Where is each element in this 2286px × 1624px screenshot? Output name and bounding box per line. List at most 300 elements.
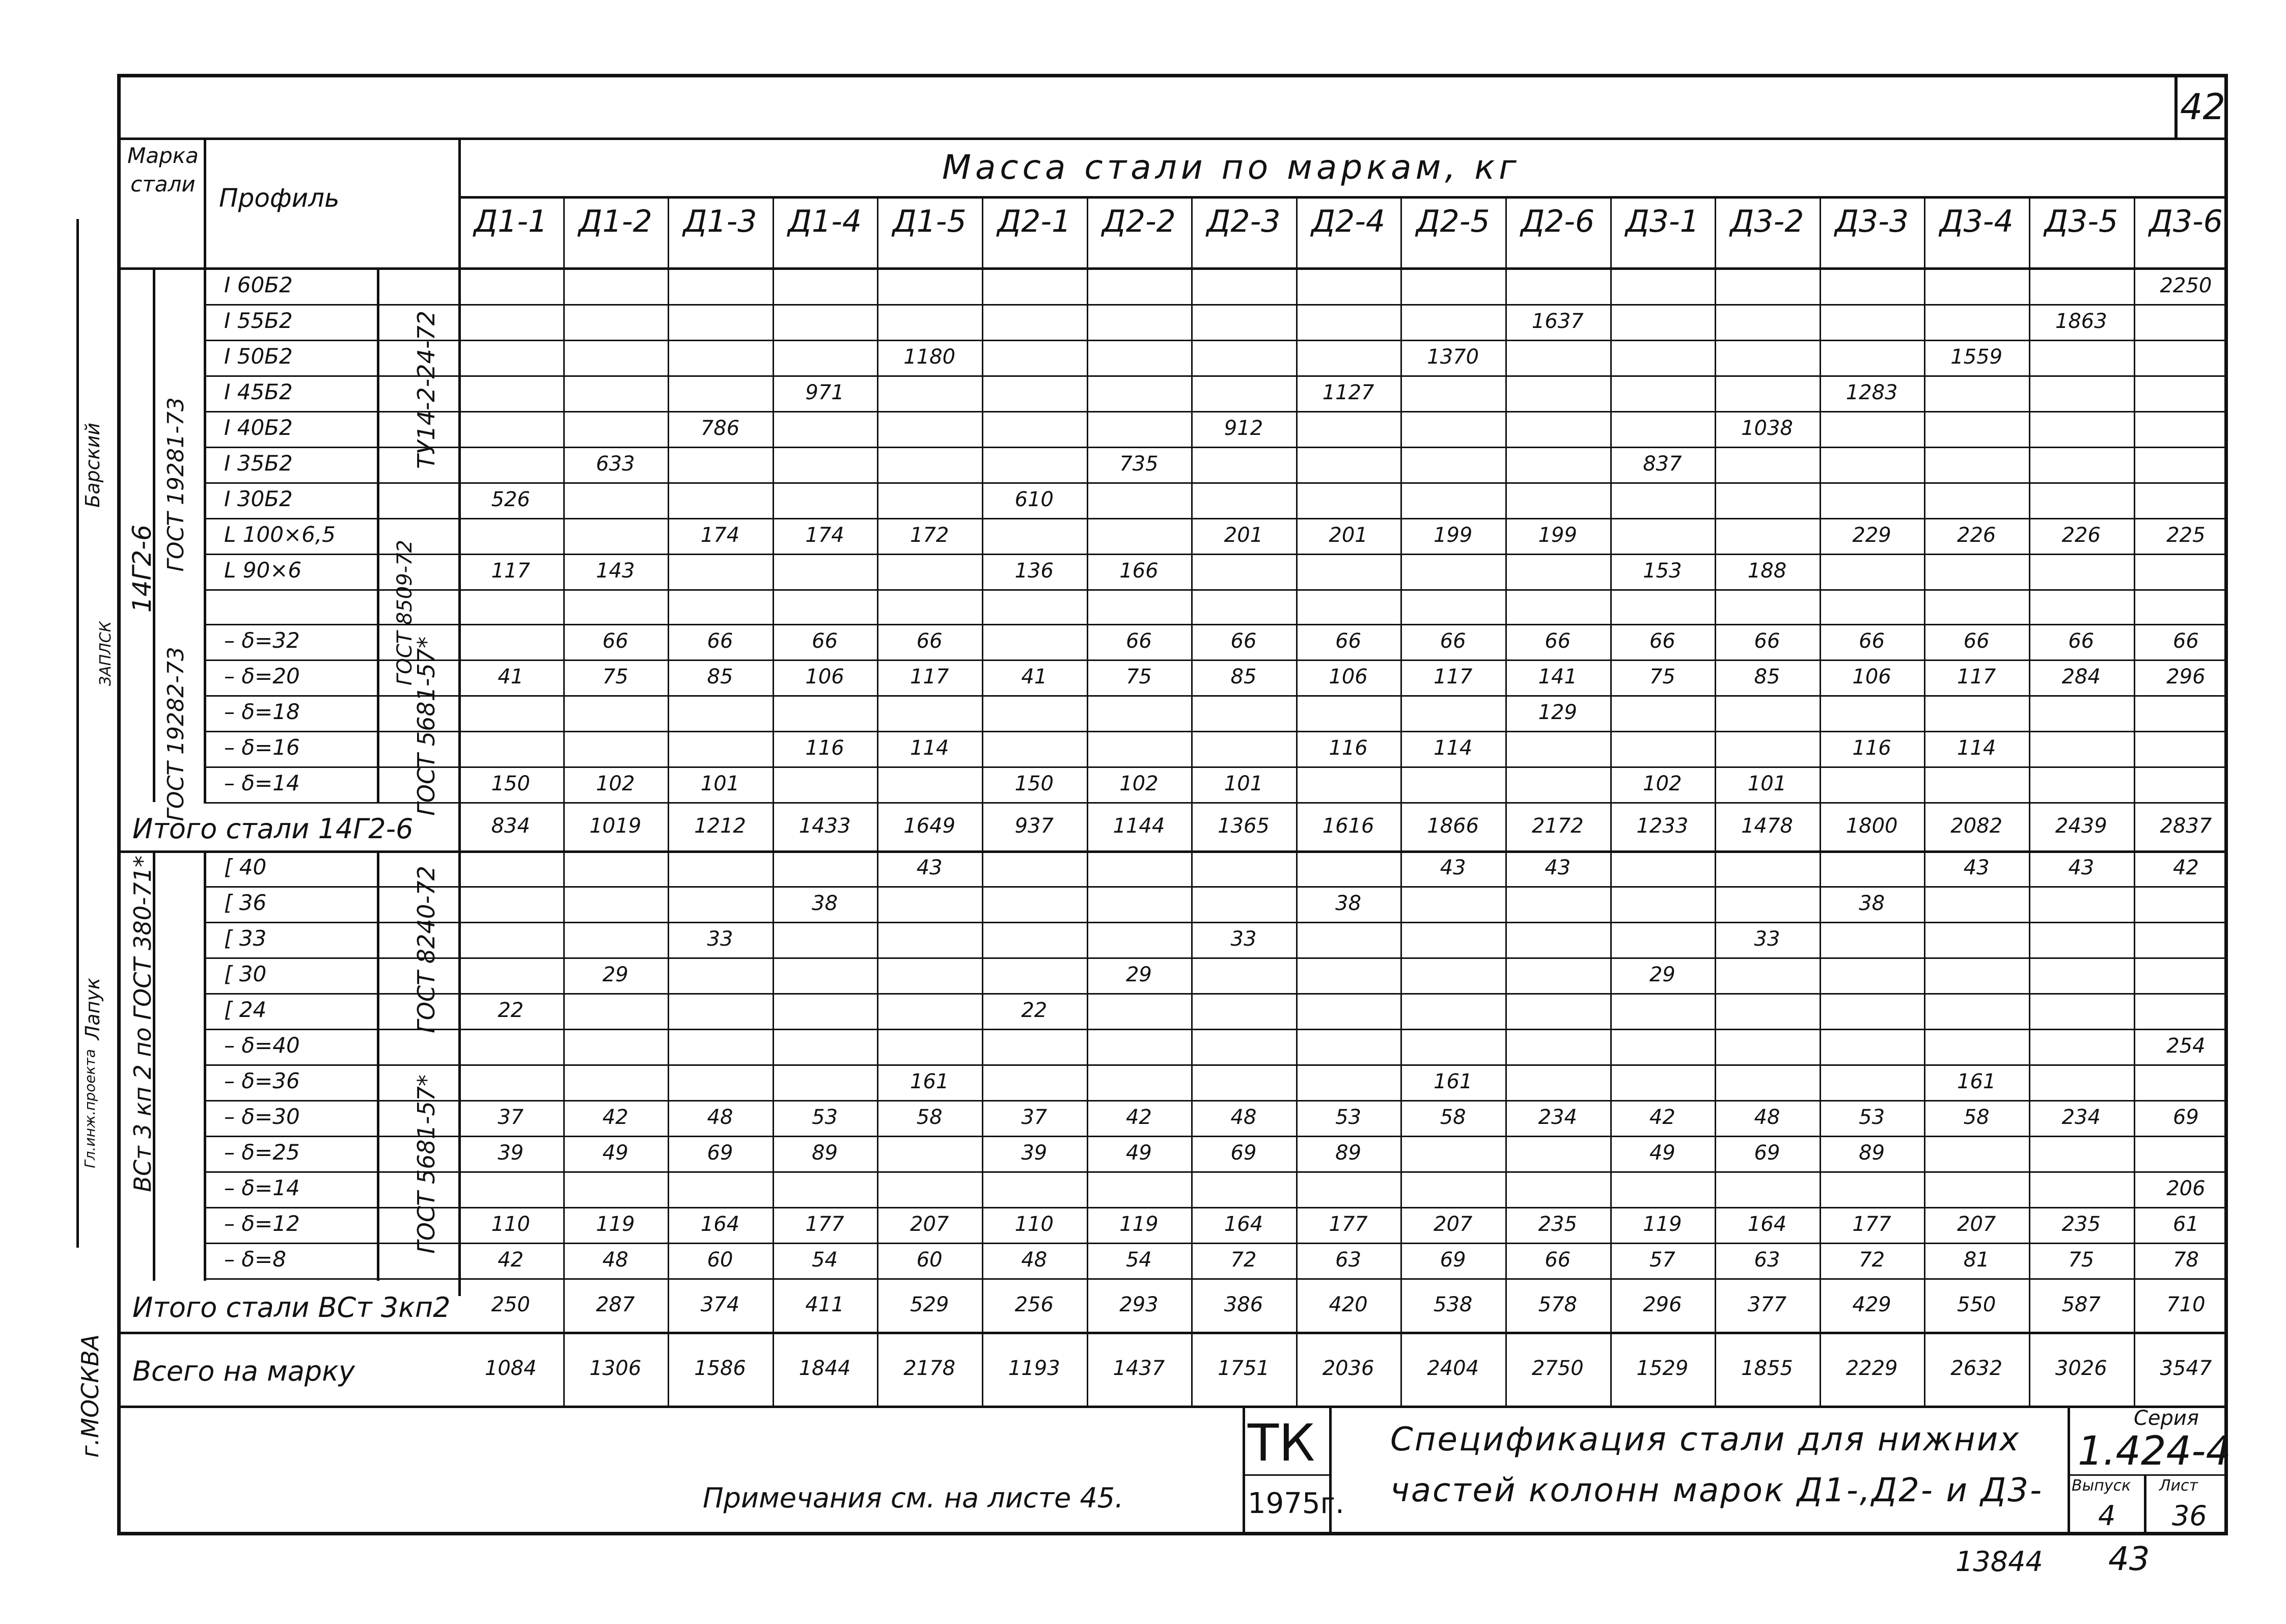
table-cell: 235 — [1538, 1213, 1577, 1236]
table-cell: 75 — [1125, 665, 1152, 689]
profile-label: – δ=18 — [224, 699, 300, 724]
table-cell: 33 — [1754, 927, 1780, 951]
header-top-line — [117, 137, 2228, 140]
column-header: Д2-1 — [997, 204, 1071, 239]
table-cell: 38 — [1335, 892, 1362, 915]
table-cell: 1616 — [1322, 814, 1374, 838]
table-cell: 710 — [2166, 1292, 2206, 1316]
profile-label: – δ=12 — [224, 1211, 300, 1236]
table-cell: 48 — [602, 1248, 628, 1272]
table-cell: 66 — [2172, 629, 2199, 653]
column-header: Д2-4 — [1311, 204, 1386, 239]
table-cell: 75 — [2068, 1248, 2095, 1272]
table-cell: 1283 — [1846, 381, 1898, 404]
side-stamp-line — [76, 219, 79, 1248]
table-cell: 174 — [805, 524, 844, 547]
table-cell: 578 — [1538, 1292, 1577, 1316]
table-cell: 43 — [1963, 856, 1990, 879]
profile-label: I 60Б2 — [224, 272, 293, 297]
table-cell: 49 — [1125, 1141, 1152, 1165]
table-cell: 66 — [1545, 1248, 1571, 1272]
profile-label: – δ=40 — [224, 1033, 300, 1058]
table-cell: 89 — [1859, 1141, 1885, 1165]
row-divider — [204, 1278, 2228, 1280]
table-cell: 912 — [1224, 417, 1263, 440]
row-divider — [204, 1100, 2228, 1102]
table-cell: 66 — [1125, 629, 1152, 653]
table-cell: 226 — [1957, 524, 1996, 547]
table-cell: 114 — [910, 736, 949, 760]
table-cell: 39 — [498, 1141, 524, 1165]
table-cell: 610 — [1014, 488, 1054, 511]
row-divider — [204, 518, 2228, 519]
column-header: Д3-2 — [1730, 204, 1804, 239]
table-cell: 293 — [1119, 1292, 1159, 1316]
table-cell: 234 — [1538, 1106, 1577, 1129]
profile-label: I 30Б2 — [224, 486, 293, 511]
issue-divider — [2144, 1474, 2146, 1535]
side-label-lapuk: Лапук — [81, 978, 104, 1040]
table-cell: 53 — [1859, 1106, 1885, 1129]
table-cell: 226 — [2061, 524, 2101, 547]
table-cell: 538 — [1434, 1292, 1473, 1316]
table-cell: 57 — [1649, 1248, 1675, 1272]
table-cell: 2404 — [1427, 1356, 1479, 1380]
profile-label: [ 36 — [224, 890, 267, 915]
group-divider — [204, 850, 206, 1281]
table-cell: 58 — [916, 1106, 943, 1129]
table-cell: 1233 — [1636, 814, 1689, 838]
table-cell: 85 — [707, 665, 733, 689]
table-cell: 2750 — [1531, 1356, 1584, 1380]
table-cell: 164 — [700, 1213, 740, 1236]
table-cell: 48 — [1230, 1106, 1257, 1129]
row-divider — [117, 850, 2228, 853]
table-cell: 66 — [1440, 629, 1466, 653]
profile-label: – δ=14 — [224, 770, 300, 795]
table-cell: 66 — [707, 629, 733, 653]
table-cell: 225 — [2166, 524, 2206, 547]
profile-label: – δ=20 — [224, 664, 300, 689]
column-header: Д1-1 — [474, 204, 548, 239]
table-cell: 1649 — [903, 814, 956, 838]
table-cell: 66 — [1963, 629, 1990, 653]
profile-label: I 50Б2 — [224, 344, 293, 369]
table-cell: 119 — [596, 1213, 635, 1236]
table-cell: 119 — [1643, 1213, 1682, 1236]
table-cell: 29 — [1125, 963, 1152, 986]
table-cell: 114 — [1434, 736, 1473, 760]
row-divider — [204, 659, 2228, 661]
table-cell: 66 — [1649, 629, 1675, 653]
column-header: Д1-4 — [788, 204, 862, 239]
table-cell: 1212 — [694, 814, 746, 838]
series-divider — [2068, 1474, 2228, 1476]
table-cell: 48 — [1754, 1106, 1780, 1129]
table-cell: 296 — [1643, 1292, 1682, 1316]
table-cell: 75 — [1649, 665, 1675, 689]
table-cell: 66 — [1335, 629, 1362, 653]
table-cell: 41 — [498, 665, 524, 689]
profile-label: – δ=30 — [224, 1104, 300, 1129]
table-cell: 1800 — [1846, 814, 1898, 838]
row-divider — [204, 482, 2228, 484]
table-cell: 1437 — [1113, 1356, 1165, 1380]
table-cell: 207 — [910, 1213, 949, 1236]
table-cell: 102 — [1119, 772, 1159, 795]
table-cell: 136 — [1014, 559, 1054, 583]
table-cell: 2250 — [2160, 274, 2212, 297]
group-gost-19282: ГОСТ 19282-73 — [163, 647, 189, 821]
title-line-1: Спецификация стали для нижних — [1390, 1421, 2021, 1458]
group-divider — [204, 267, 206, 802]
table-cell: 188 — [1747, 559, 1787, 583]
group-gost-5681-b: ГОСТ 5681-57* — [412, 1075, 440, 1254]
total-row-label: Итого стали 14Г2-6 — [132, 812, 414, 845]
mass-header: Масса стали по маркам, кг — [942, 148, 1521, 187]
titleblock-divider-3 — [2068, 1406, 2070, 1535]
table-cell: 633 — [596, 452, 635, 476]
row-divider — [204, 411, 2228, 412]
profile-label: – δ=25 — [224, 1140, 300, 1165]
row-divider — [204, 375, 2228, 377]
group-divider — [377, 267, 379, 802]
table-cell: 1306 — [589, 1356, 642, 1380]
table-cell: 256 — [1014, 1292, 1054, 1316]
group-gost-19281: ГОСТ 19281-73 — [163, 397, 189, 572]
table-cell: 49 — [1649, 1141, 1675, 1165]
table-cell: 150 — [491, 772, 530, 795]
profile-label: – δ=8 — [224, 1247, 286, 1272]
table-cell: 1529 — [1636, 1356, 1689, 1380]
table-cell: 110 — [1014, 1213, 1054, 1236]
notes-text: Примечания см. на листе 45. — [703, 1482, 1124, 1514]
table-cell: 117 — [1957, 665, 1996, 689]
total-row-label: Итого стали ВСт 3кп2 — [132, 1291, 451, 1324]
table-cell: 1193 — [1008, 1356, 1060, 1380]
table-cell: 43 — [1440, 856, 1466, 879]
table-cell: 199 — [1538, 524, 1577, 547]
table-cell: 29 — [602, 963, 628, 986]
titleblock-top-line — [117, 1406, 2228, 1408]
table-cell: 54 — [1125, 1248, 1152, 1272]
table-cell: 971 — [805, 381, 844, 404]
row-divider — [204, 554, 2228, 555]
profile-label: I 45Б2 — [224, 379, 293, 404]
table-cell: 78 — [2172, 1248, 2199, 1272]
table-cell: 2837 — [2160, 814, 2212, 838]
table-cell: 69 — [1230, 1141, 1257, 1165]
table-cell: 374 — [700, 1292, 740, 1316]
column-header: Д3-4 — [1939, 204, 2014, 239]
table-cell: 66 — [602, 629, 628, 653]
issue-value: 4 — [2098, 1500, 2116, 1532]
table-cell: 1586 — [694, 1356, 746, 1380]
table-cell: 101 — [1747, 772, 1787, 795]
table-cell: 1433 — [798, 814, 851, 838]
table-cell: 411 — [805, 1292, 844, 1316]
table-cell: 43 — [916, 856, 943, 879]
profile-label: L 90×6 — [224, 558, 302, 583]
row-divider — [204, 1207, 2228, 1208]
column-header: Д1-5 — [892, 204, 967, 239]
table-cell: 420 — [1329, 1292, 1368, 1316]
table-cell: 43 — [2068, 856, 2095, 879]
city-label: г.МОСКВА — [76, 1334, 104, 1458]
side-label-barsky: Барский — [81, 423, 104, 508]
table-cell: 101 — [1224, 772, 1263, 795]
table-cell: 42 — [602, 1106, 628, 1129]
profile-label: I 40Б2 — [224, 415, 293, 440]
table-cell: 37 — [1021, 1106, 1048, 1129]
table-cell: 1180 — [903, 345, 956, 369]
profile-label: – δ=16 — [224, 735, 300, 760]
row-divider — [204, 731, 2228, 732]
side-label-zaplsk: ЗАПЛСК — [97, 621, 115, 686]
table-cell: 42 — [1125, 1106, 1152, 1129]
table-cell: 48 — [1021, 1248, 1048, 1272]
table-cell: 250 — [491, 1292, 530, 1316]
profile-label: – δ=36 — [224, 1068, 300, 1093]
row-divider — [204, 624, 2228, 625]
table-cell: 1144 — [1113, 814, 1165, 838]
table-cell: 106 — [1852, 665, 1891, 689]
table-cell: 201 — [1224, 524, 1263, 547]
table-cell: 254 — [2166, 1034, 2206, 1058]
table-cell: 60 — [707, 1248, 733, 1272]
table-cell: 1127 — [1322, 381, 1374, 404]
row-divider — [204, 1171, 2228, 1173]
table-cell: 102 — [1643, 772, 1682, 795]
column-header: Д2-5 — [1416, 204, 1490, 239]
table-cell: 119 — [1119, 1213, 1159, 1236]
profile-label: – δ=32 — [224, 628, 300, 653]
table-cell: 2178 — [903, 1356, 956, 1380]
group-tu: ТУ14-2-24-72 — [412, 311, 440, 469]
table-cell: 117 — [910, 665, 949, 689]
table-cell: 1370 — [1427, 345, 1479, 369]
column-header: Д3-5 — [2044, 204, 2118, 239]
table-cell: 66 — [2068, 629, 2095, 653]
table-cell: 386 — [1224, 1292, 1263, 1316]
table-cell: 116 — [1852, 736, 1891, 760]
profile-header: Профиль — [219, 183, 340, 213]
group-gost-5681-a: ГОСТ 5681-57* — [412, 637, 440, 816]
table-cell: 235 — [2061, 1213, 2101, 1236]
table-cell: 207 — [1957, 1213, 1996, 1236]
table-cell: 101 — [700, 772, 740, 795]
mark-steel-header: Марка стали — [127, 143, 199, 197]
table-cell: 66 — [1754, 629, 1780, 653]
profile-label: [ 40 — [224, 855, 267, 879]
profile-label: – δ=14 — [224, 1175, 300, 1200]
sheet-label: Лист — [2159, 1477, 2198, 1495]
table-cell: 550 — [1957, 1292, 1996, 1316]
table-cell: 1038 — [1741, 417, 1793, 440]
table-cell: 129 — [1538, 701, 1577, 724]
table-cell: 69 — [707, 1141, 733, 1165]
table-cell: 72 — [1230, 1248, 1257, 1272]
table-cell: 116 — [1329, 736, 1368, 760]
row-divider — [117, 1332, 2228, 1334]
group-divider — [377, 850, 379, 1281]
table-cell: 287 — [596, 1292, 635, 1316]
row-divider — [204, 304, 2228, 306]
table-cell: 1751 — [1218, 1356, 1270, 1380]
column-header: Д1-2 — [578, 204, 652, 239]
column-header: Д1-3 — [683, 204, 757, 239]
year-label: 1975г. — [1248, 1487, 1344, 1520]
row-divider — [204, 993, 2228, 995]
table-cell: 1019 — [589, 814, 642, 838]
table-cell: 114 — [1957, 736, 1996, 760]
tk-divider — [1243, 1474, 1329, 1476]
table-cell: 69 — [1754, 1141, 1780, 1165]
profile-label: L 100×6,5 — [224, 522, 336, 547]
profile-label: [ 30 — [224, 961, 267, 986]
table-cell: 3026 — [2055, 1356, 2107, 1380]
title-line-2: частей колонн марок Д1-,Д2- и Д3- — [1390, 1472, 2044, 1509]
table-cell: 117 — [491, 559, 530, 583]
table-cell: 207 — [1434, 1213, 1473, 1236]
table-cell: 69 — [2172, 1106, 2199, 1129]
table-cell: 164 — [1747, 1213, 1787, 1236]
table-cell: 529 — [910, 1292, 949, 1316]
table-cell: 37 — [498, 1106, 524, 1129]
table-cell: 38 — [812, 892, 838, 915]
table-cell: 1855 — [1741, 1356, 1793, 1380]
table-cell: 937 — [1014, 814, 1054, 838]
table-cell: 66 — [916, 629, 943, 653]
table-cell: 587 — [2061, 1292, 2101, 1316]
table-cell: 89 — [812, 1141, 838, 1165]
table-cell: 177 — [805, 1213, 844, 1236]
sheet-value: 36 — [2172, 1500, 2207, 1532]
table-cell: 164 — [1224, 1213, 1263, 1236]
profile-label: [ 33 — [224, 926, 267, 951]
row-divider — [204, 1136, 2228, 1137]
table-cell: 150 — [1014, 772, 1054, 795]
column-header: Д3-3 — [1835, 204, 1909, 239]
table-cell: 29 — [1649, 963, 1675, 986]
table-cell: 110 — [491, 1213, 530, 1236]
table-cell: 61 — [2172, 1213, 2199, 1236]
table-cell: 43 — [1545, 856, 1571, 879]
table-cell: 161 — [1957, 1070, 1996, 1093]
table-cell: 53 — [1335, 1106, 1362, 1129]
mass-subheader-line — [458, 196, 2228, 199]
series-label: Серия — [2134, 1407, 2199, 1430]
table-cell: 53 — [812, 1106, 838, 1129]
table-cell: 284 — [2061, 665, 2101, 689]
table-cell: 89 — [1335, 1141, 1362, 1165]
table-cell: 1478 — [1741, 814, 1793, 838]
table-cell: 22 — [1021, 999, 1048, 1022]
table-cell: 1365 — [1218, 814, 1270, 838]
series-value: 1.424-4 — [2078, 1428, 2232, 1474]
table-cell: 1559 — [1950, 345, 2003, 369]
table-cell: 172 — [910, 524, 949, 547]
sheet-number: 42 — [2174, 74, 2228, 140]
table-cell: 75 — [602, 665, 628, 689]
table-cell: 49 — [602, 1141, 628, 1165]
table-cell: 206 — [2166, 1177, 2206, 1200]
row-divider — [204, 1243, 2228, 1244]
tk-label: ТК — [1248, 1413, 1315, 1473]
row-divider — [204, 922, 2228, 923]
row-divider — [204, 766, 2228, 768]
header-bottom-line — [117, 267, 2228, 270]
table-cell: 60 — [916, 1248, 943, 1272]
table-cell: 33 — [1230, 927, 1257, 951]
row-divider — [204, 886, 2228, 888]
table-cell: 834 — [491, 814, 530, 838]
table-cell: 81 — [1963, 1248, 1990, 1272]
table-cell: 2439 — [2055, 814, 2107, 838]
table-cell: 429 — [1852, 1292, 1891, 1316]
table-cell: 22 — [498, 999, 524, 1022]
table-cell: 66 — [1545, 629, 1571, 653]
table-cell: 106 — [805, 665, 844, 689]
table-cell: 63 — [1335, 1248, 1362, 1272]
row-divider — [204, 957, 2228, 959]
table-cell: 161 — [1434, 1070, 1473, 1093]
table-cell: 102 — [596, 772, 635, 795]
row-divider — [204, 447, 2228, 448]
table-cell: 66 — [812, 629, 838, 653]
group-steel-14g2: 14Г2-6 — [127, 525, 157, 613]
table-cell: 117 — [1434, 665, 1473, 689]
table-cell: 377 — [1747, 1292, 1787, 1316]
table-cell: 42 — [2172, 856, 2199, 879]
table-cell: 106 — [1329, 665, 1368, 689]
table-cell: 33 — [707, 927, 733, 951]
column-header: Д2-3 — [1206, 204, 1281, 239]
table-cell: 2082 — [1950, 814, 2003, 838]
page-number: 43 — [2108, 1540, 2150, 1578]
row-divider — [204, 589, 2228, 591]
table-cell: 54 — [812, 1248, 838, 1272]
group-steel-vst3: ВСт 3 кп 2 по ГОСТ 380-71* — [129, 856, 156, 1192]
table-cell: 201 — [1329, 524, 1368, 547]
table-cell: 2632 — [1950, 1356, 2003, 1380]
table-cell: 141 — [1538, 665, 1577, 689]
table-cell: 58 — [1440, 1106, 1466, 1129]
table-cell: 1084 — [484, 1356, 537, 1380]
table-cell: 234 — [2061, 1106, 2101, 1129]
group-gost-8240: ГОСТ 8240-72 — [412, 866, 440, 1033]
table-cell: 41 — [1021, 665, 1048, 689]
row-divider — [204, 340, 2228, 341]
table-cell: 63 — [1754, 1248, 1780, 1272]
row-divider — [204, 802, 2228, 804]
table-cell: 837 — [1643, 452, 1682, 476]
table-cell: 199 — [1434, 524, 1473, 547]
table-cell: 1866 — [1427, 814, 1479, 838]
table-cell: 42 — [498, 1248, 524, 1272]
table-cell: 153 — [1643, 559, 1682, 583]
table-cell: 58 — [1963, 1106, 1990, 1129]
table-cell: 143 — [596, 559, 635, 583]
titleblock-divider-1 — [1243, 1406, 1245, 1535]
column-header: Д2-2 — [1101, 204, 1176, 239]
table-cell: 39 — [1021, 1141, 1048, 1165]
table-cell: 116 — [805, 736, 844, 760]
table-cell: 786 — [700, 417, 740, 440]
profile-label: I 55Б2 — [224, 308, 293, 333]
table-cell: 1863 — [2055, 310, 2107, 333]
table-cell: 1844 — [798, 1356, 851, 1380]
